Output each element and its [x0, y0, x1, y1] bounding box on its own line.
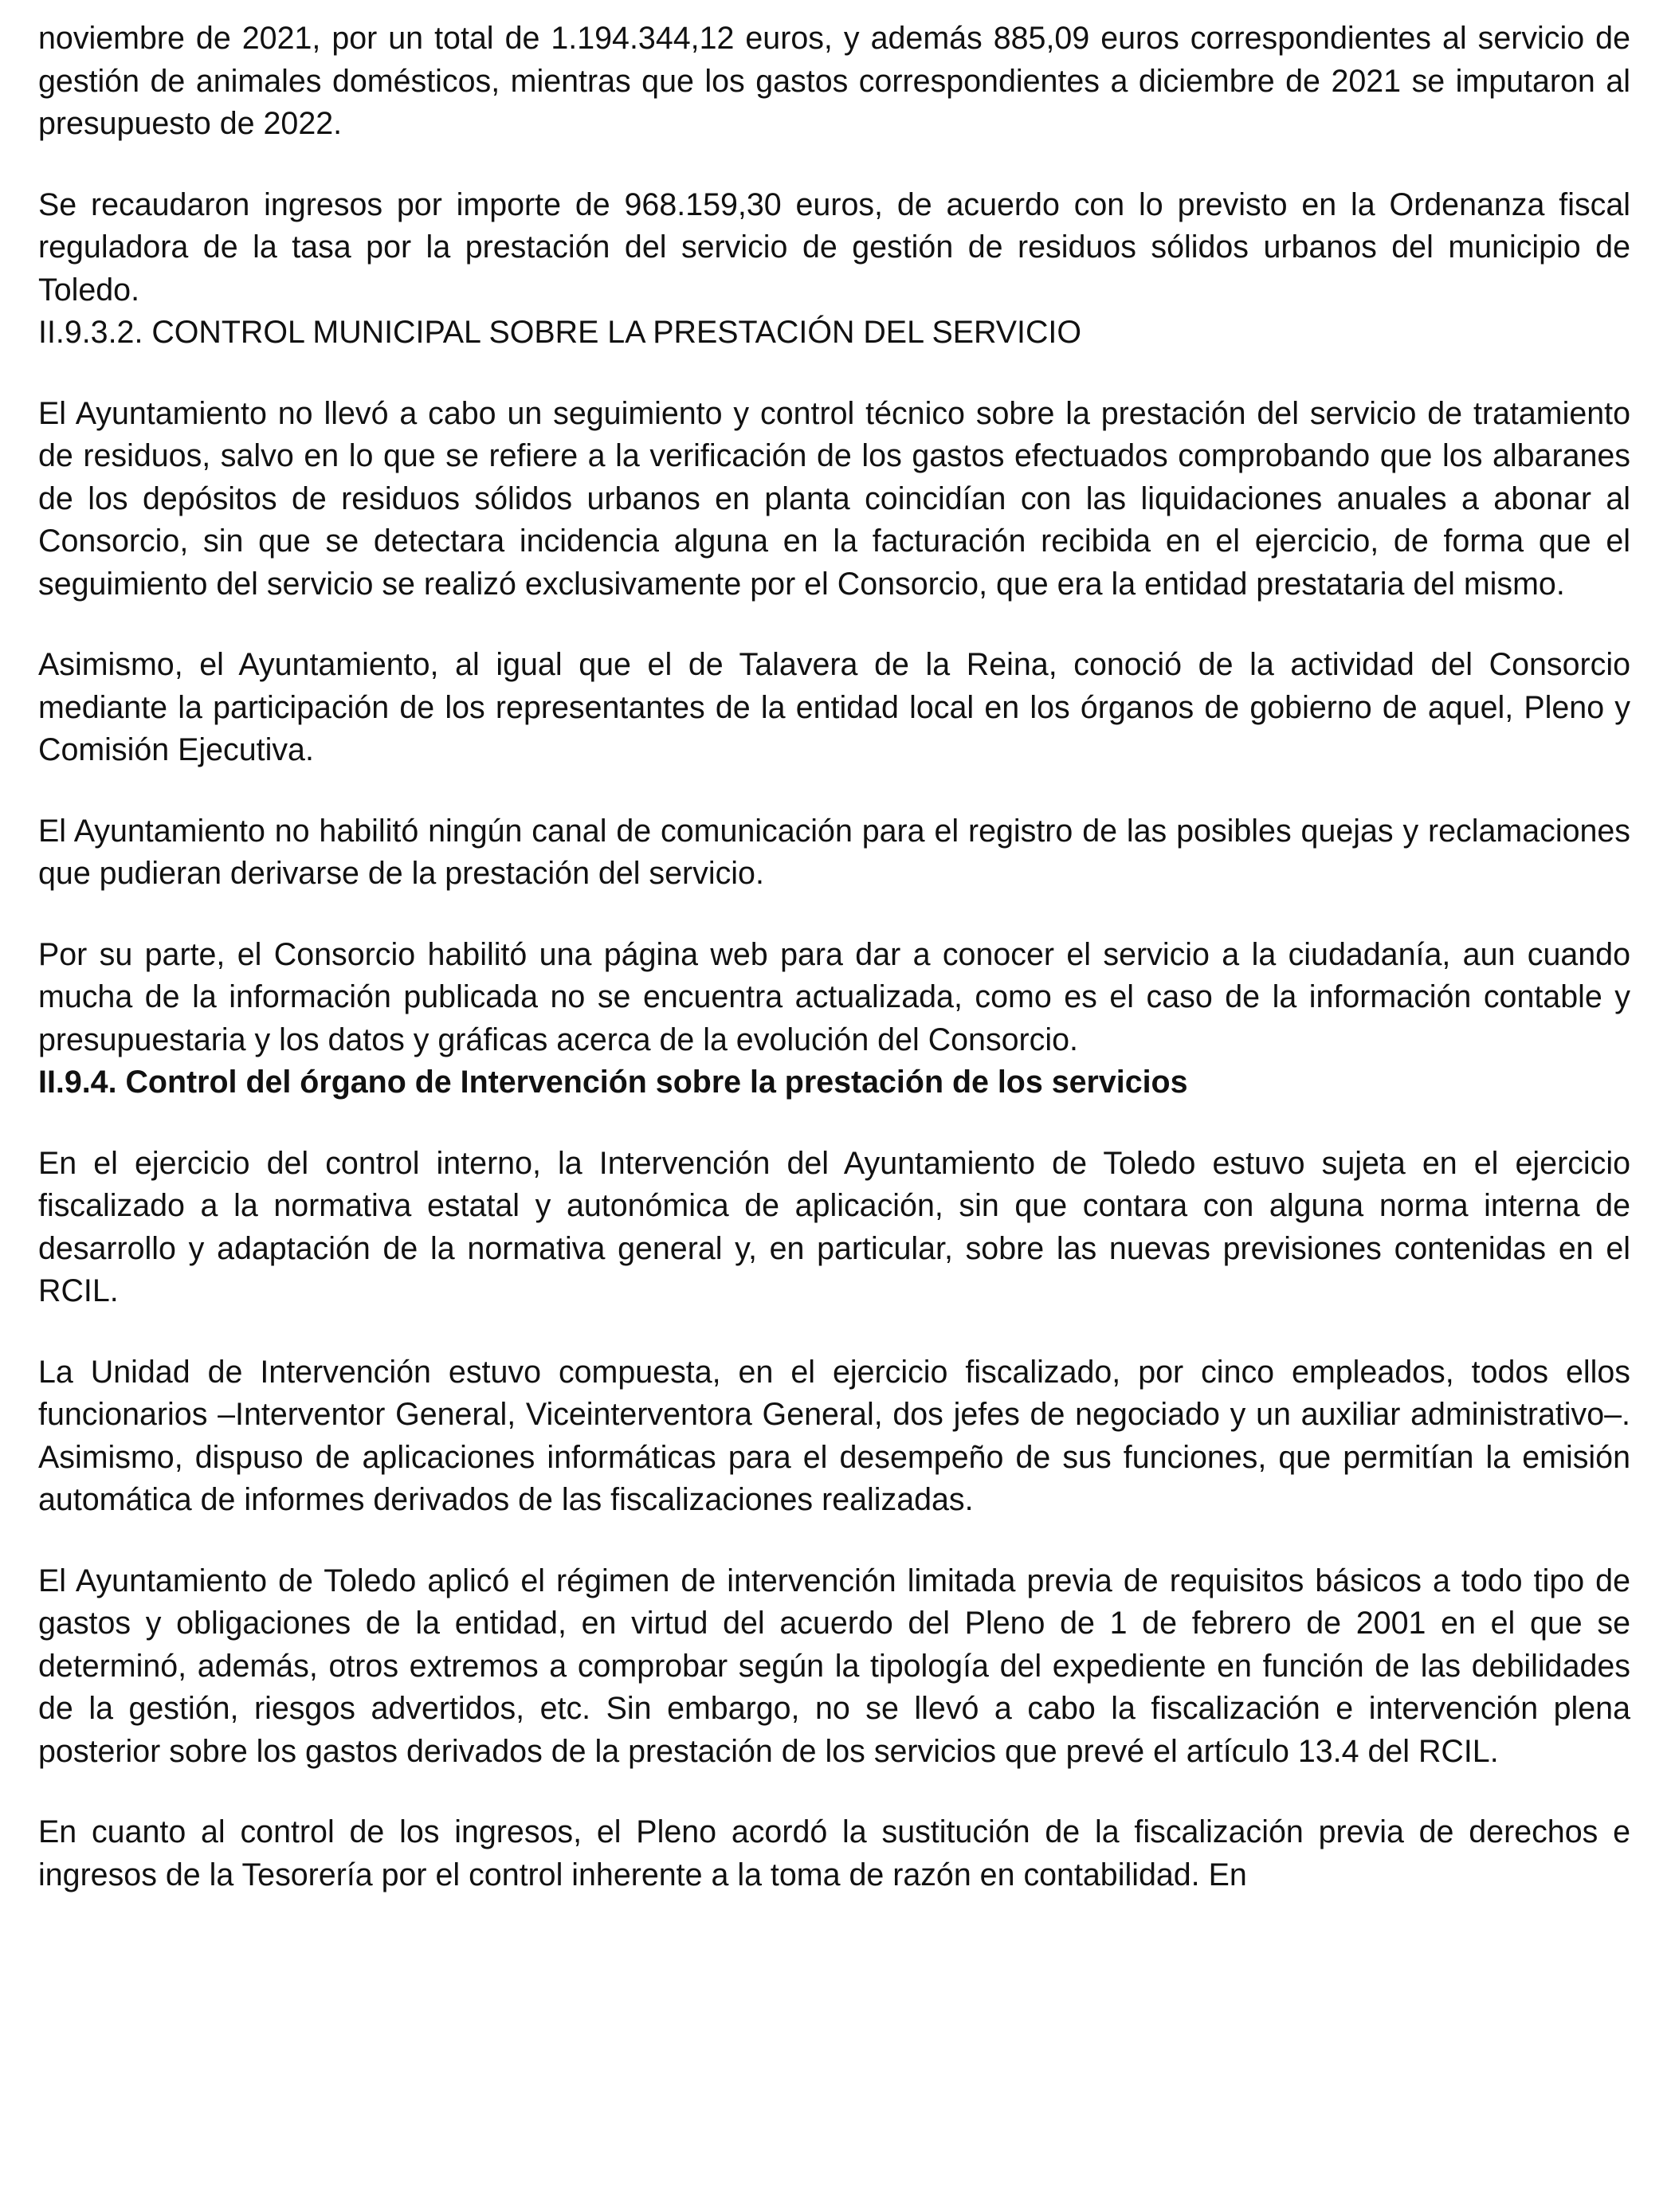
paragraph-canal-comunicacion: El Ayuntamiento no habilitó ningún canal de comunicación para el registro de las posibles quejas y reclamaciones que pudieran derivarse de la prestación del servicio. — [38, 813, 1630, 891]
section-heading-control-intervencion: II.9.4. Control del órgano de Intervención sobre la prestación de los servicios — [38, 1065, 1188, 1100]
paragraph-ingresos-recaudados: Se recaudaron ingresos por importe de 968.159,30 euros, de acuerdo con lo previsto en la Ordenanza fiscal reguladora de la tasa por la prestación del servicio de gestión de residuos sólidos urbanos del municipio de Toledo. — [38, 186, 1630, 308]
paragraph-control-ingresos: En cuanto al control de los ingresos, el Pleno acordó la sustitución de la fiscalización previa de derechos e ingresos de la Tesorería por el control inherente a la toma de razón en contabilidad. En — [38, 1814, 1630, 1892]
document-page — [38, 0, 1630, 1896]
paragraph-participacion-consorcio: Asimismo, el Ayuntamiento, al igual que el de Talavera de la Reina, conoció de la actividad del Consorcio mediante la participación de los representantes de la entidad local en los órganos de gobierno de aquel, Pleno y Comisión Ejecutiva. — [38, 647, 1630, 767]
paragraph-seguimiento-tecnico: El Ayuntamiento no llevó a cabo un seguimiento y control técnico sobre la prestación del servicio de tratamiento de residuos, salvo en lo que se refiere a la verificación de los gastos efectuados comprobando que los albaranes de los depósitos de residuos sólidos urbanos en planta coincidían con las liquidaciones anuales a abonar al Consorcio, sin que se detectara incidencia alguna en la facturación recibida en el ejercicio, de forma que el seguimiento del servicio se realizó exclusivamente por el Consorcio, que era la entidad prestataria del mismo. — [38, 395, 1630, 602]
section-heading-control-municipal: II.9.3.2. CONTROL MUNICIPAL SOBRE LA PRESTACIÓN DEL SERVICIO — [38, 315, 1081, 350]
paragraph-pagina-web: Por su parte, el Consorcio habilitó una página web para dar a conocer el servicio a la ciudadanía, aun cuando mucha de la información publicada no se encuentra actualizada, como es el caso de la información contable y presupuestaria y los datos y gráficas acerca de la evolución del Consorcio. — [38, 936, 1630, 1057]
paragraph-gastos-noviembre: noviembre de 2021, por un total de 1.194.344,12 euros, y además 885,09 euros correspondientes al servicio de gestión de animales domésticos, mientras que los gastos correspondientes a diciembre de 2021 se imputaron al presupuesto de 2022. — [38, 21, 1630, 141]
paragraph-unidad-intervencion: La Unidad de Intervención estuvo compuesta, en el ejercicio fiscalizado, por cinco empleados, todos ellos funcionarios –Interventor General, Viceinterventora General, dos jefes de negociado y un auxiliar administrativo–. Asimismo, dispuso de aplicaciones informáticas para el desempeño de sus funciones, que permitían la emisión automática de informes derivados de las fiscalizaciones realizadas. — [38, 1354, 1630, 1517]
paragraph-regimen-intervencion: El Ayuntamiento de Toledo aplicó el régimen de intervención limitada previa de requisitos básicos a todo tipo de gastos y obligaciones de la entidad, en virtud del acuerdo del Pleno de 1 de febrero de 2001 en el que se determinó, además, otros extremos a comprobar según la tipología del expediente en función de las debilidades de la gestión, riesgos advertidos, etc. Sin embargo, no se llevó a cabo la fiscalización e intervención plena posterior sobre los gastos derivados de la prestación de los servicios que prevé el artículo 13.4 del RCIL. — [38, 1563, 1630, 1769]
paragraph-control-interno: En el ejercicio del control interno, la Intervención del Ayuntamiento de Toledo estuvo sujeta en el ejercicio fiscalizado a la normativa estatal y autonómica de aplicación, sin que contara con alguna norma interna de desarrollo y adaptación de la normativa general y, en particular, sobre las nuevas previsiones contenidas en el RCIL. — [38, 1145, 1630, 1308]
